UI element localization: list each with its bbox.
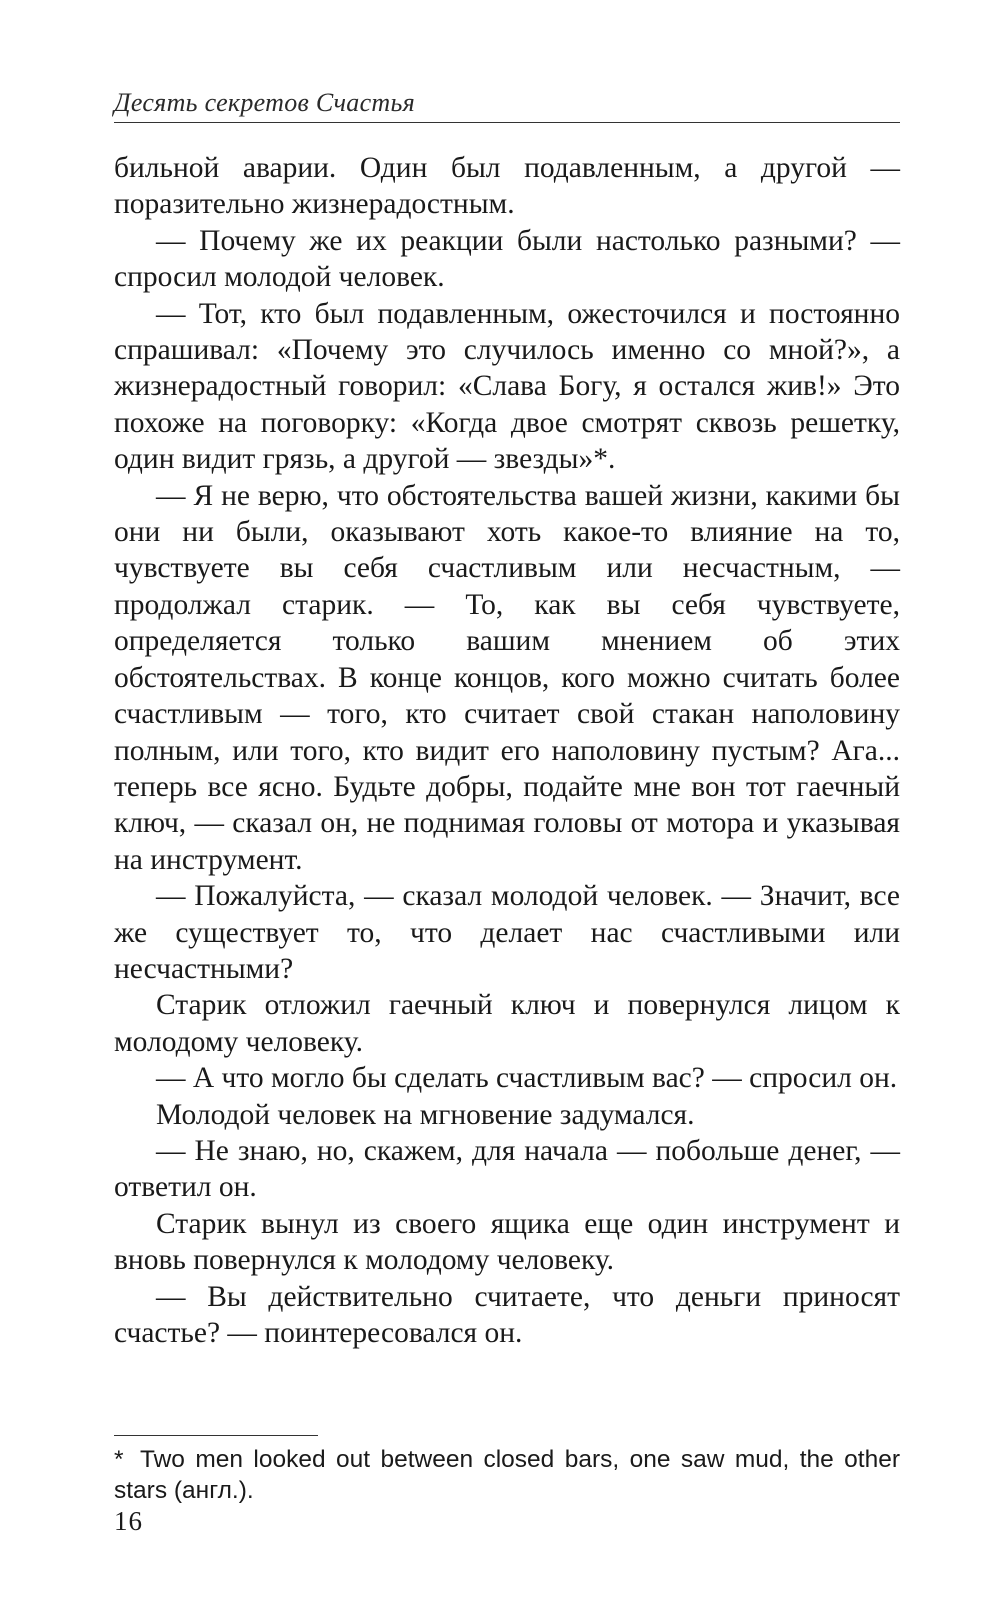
header-rule bbox=[114, 122, 900, 123]
paragraph: — А что могло бы сделать счастливым вас? — спросил он. bbox=[156, 1062, 898, 1095]
paragraph: Старик отложил гаечный ключ и повернулся лицом к молодому человеку. bbox=[114, 989, 900, 1058]
paragraph: — Пожалуйста, — сказал молодой человек. — Значит, все же существует то, что делает нас счастливыми или несчастными? bbox=[114, 880, 900, 985]
page-number: 16 bbox=[114, 1506, 143, 1536]
paragraph: — Тот, кто был подавленным, ожесточился и постоянно спрашивал: «Почему это случилось именно со мной?», а жизнерадостный говорил: «Слава Богу, я остался жив!» Это похоже на поговорку: «Когда двое смотрят сквозь решетку, один видит грязь, а другой — звезды»*. bbox=[114, 297, 900, 476]
footnote-text: Two men looked out between closed bars, one saw mud, the other stars (англ.). bbox=[114, 1446, 900, 1504]
paragraph: — Вы действительно считаете, что деньги приносят счастье? — поинтересовался он. bbox=[114, 1280, 900, 1349]
running-head: Десять секретов Счастья bbox=[114, 88, 416, 117]
paragraph: — Не знаю, но, скажем, для начала — побольше денег, — ответил он. bbox=[114, 1134, 900, 1204]
book-page bbox=[114, 0, 900, 1600]
footnote-marker: * bbox=[114, 1446, 124, 1473]
paragraph: Молодой человек на мгновение задумался. bbox=[156, 1098, 695, 1131]
footnote-rule bbox=[114, 1435, 318, 1436]
paragraph: — Почему же их реакции были настолько разными? — спросил молодой человек. bbox=[114, 224, 900, 294]
body-text bbox=[114, 150, 900, 1351]
footnote bbox=[114, 1444, 900, 1506]
paragraph: — Я не верю, что обстоятельства вашей жизни, какими бы они ни были, оказывают хоть какое-то влияние на то, чувствуете вы себя счастливым или несчастным, — продолжал старик. — То, как вы себя чувствуете, определяется только вашим мнением об этих обстоятельствах. В конце концов, кого можно считать более счастливым — того, кто считает свой стакан наполовину полным, или того, кто видит его наполовину пустым? Ага... теперь все ясно. Будьте добры, подайте мне вон тот гаечный ключ, — сказал он, не поднимая головы от мотора и указывая на инструмент. bbox=[114, 479, 900, 876]
paragraph: Старик вынул из своего ящика еще один инструмент и вновь повернулся к молодому человеку. bbox=[114, 1207, 900, 1277]
paragraph-continuation: бильной аварии. Один был подавленным, а другой — поразительно жизнерадостным. bbox=[114, 152, 900, 221]
